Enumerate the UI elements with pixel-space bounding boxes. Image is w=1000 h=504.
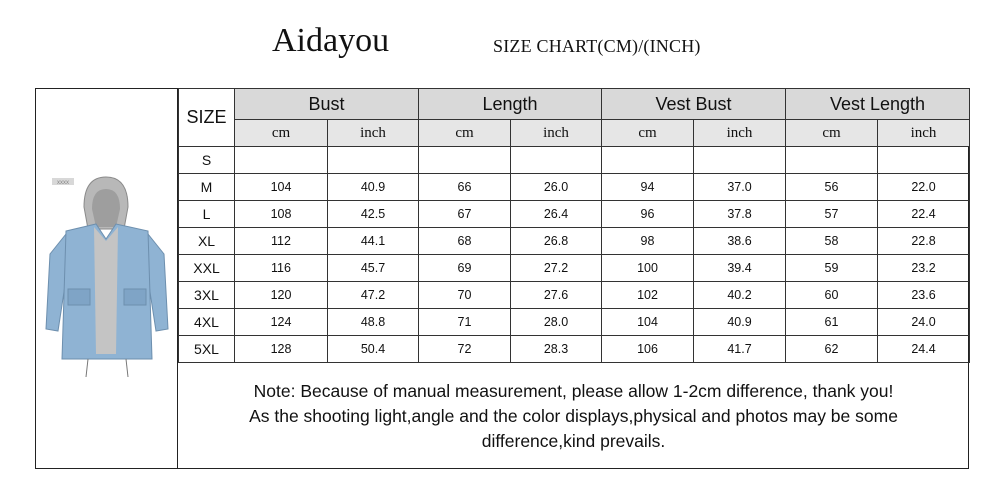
measurement-cell: 27.2 [511, 255, 602, 282]
measurement-cell: 94 [602, 174, 694, 201]
size-column-header: SIZE [179, 89, 235, 147]
measurement-cell: 69 [419, 255, 511, 282]
right-pocket [124, 289, 146, 305]
measurement-cell: 56 [786, 174, 878, 201]
measurement-cell: 38.6 [694, 228, 786, 255]
measurement-cell: 58 [786, 228, 878, 255]
brand-name: Aidayou [272, 22, 390, 59]
measurement-cell: 70 [419, 282, 511, 309]
measurement-cell: 50.4 [328, 336, 419, 363]
measurement-cell [511, 147, 602, 174]
measurement-cell: 66 [419, 174, 511, 201]
measurement-cell: 116 [235, 255, 328, 282]
unit-inch: inch [694, 120, 786, 147]
table-row [179, 174, 970, 201]
unit-cm: cm [602, 120, 694, 147]
measurement-cell: 59 [786, 255, 878, 282]
measurement-cell: 23.6 [878, 282, 970, 309]
bust-header: Bust [235, 89, 419, 120]
measurement-cell: 37.0 [694, 174, 786, 201]
measurement-cell: 68 [419, 228, 511, 255]
measurement-cell: 104 [235, 174, 328, 201]
measurement-cell: 28.0 [511, 309, 602, 336]
drawstring-left [86, 359, 88, 377]
measurement-cell: 61 [786, 309, 878, 336]
inner-vest [94, 227, 118, 354]
drawstring-right [126, 359, 128, 377]
measurement-cell: 42.5 [328, 201, 419, 228]
size-label: L [179, 201, 235, 228]
unit-cm: cm [235, 120, 328, 147]
measurement-cell: 40.2 [694, 282, 786, 309]
size-label: S [179, 147, 235, 174]
measurement-cell: 47.2 [328, 282, 419, 309]
measurement-cell: 100 [602, 255, 694, 282]
size-table [178, 88, 970, 363]
measurement-cell: 104 [602, 309, 694, 336]
measurement-cell: 60 [786, 282, 878, 309]
table-row [179, 228, 970, 255]
size-label: 4XL [179, 309, 235, 336]
length-header: Length [419, 89, 602, 120]
note-line-1: Note: Because of manual measurement, please allow 1-2cm difference, thank you! [253, 381, 894, 401]
vest-bust-header: Vest Bust [602, 89, 786, 120]
measurement-cell: 72 [419, 336, 511, 363]
measurement-cell: 28.3 [511, 336, 602, 363]
measurement-cell: 57 [786, 201, 878, 228]
measurement-cell: 44.1 [328, 228, 419, 255]
measurement-cell: 41.7 [694, 336, 786, 363]
note-box [179, 367, 968, 468]
size-chart-title: SIZE CHART(CM)/(INCH) [493, 36, 701, 56]
size-label: 5XL [179, 336, 235, 363]
measurement-cell: 40.9 [694, 309, 786, 336]
measurement-cell [602, 147, 694, 174]
measurement-cell: 22.4 [878, 201, 970, 228]
table-row [179, 336, 970, 363]
measurement-cell: 37.8 [694, 201, 786, 228]
measurement-cell: 23.2 [878, 255, 970, 282]
measurement-cell: 22.8 [878, 228, 970, 255]
note-line-2: As the shooting light,angle and the color displays,physical and photos may be some [249, 406, 898, 426]
measurement-cell: 106 [602, 336, 694, 363]
unit-inch: inch [328, 120, 419, 147]
unit-inch: inch [878, 120, 970, 147]
size-label: M [179, 174, 235, 201]
measurement-cell: 120 [235, 282, 328, 309]
measurement-cell: 102 [602, 282, 694, 309]
table-row [179, 255, 970, 282]
unit-cm: cm [419, 120, 511, 147]
measurement-cell: 22.0 [878, 174, 970, 201]
measurement-cell: 62 [786, 336, 878, 363]
unit-inch: inch [511, 120, 602, 147]
measurement-cell: 24.0 [878, 309, 970, 336]
measurement-cell: 128 [235, 336, 328, 363]
measurement-cell: 112 [235, 228, 328, 255]
size-label: XXL [179, 255, 235, 282]
size-table-body [179, 147, 970, 363]
measurement-cell: 96 [602, 201, 694, 228]
unit-cm: cm [786, 120, 878, 147]
measurement-cell [878, 147, 970, 174]
denim-jacket-image [36, 89, 178, 468]
measurement-cell: 27.6 [511, 282, 602, 309]
left-pocket [68, 289, 90, 305]
measurement-cell: 98 [602, 228, 694, 255]
measurement-cell [694, 147, 786, 174]
note-line-3: difference,kind prevails. [481, 431, 666, 451]
measurement-cell: 26.4 [511, 201, 602, 228]
measurement-cell: 39.4 [694, 255, 786, 282]
measurement-cell: 48.8 [328, 309, 419, 336]
measurement-cell: 40.9 [328, 174, 419, 201]
measurement-cell: 67 [419, 201, 511, 228]
measurement-cell: 71 [419, 309, 511, 336]
measurement-cell: 26.8 [511, 228, 602, 255]
size-label: XL [179, 228, 235, 255]
product-photo [36, 89, 178, 468]
measurement-cell: 45.7 [328, 255, 419, 282]
measurement-cell [419, 147, 511, 174]
table-row [179, 309, 970, 336]
measurement-cell: 26.0 [511, 174, 602, 201]
measurement-cell [328, 147, 419, 174]
table-row [179, 201, 970, 228]
table-row [179, 147, 970, 174]
hood-inner [92, 189, 120, 227]
photo-tag-label: xxxx [57, 180, 69, 186]
size-label: 3XL [179, 282, 235, 309]
table-row [179, 282, 970, 309]
measurement-cell: 24.4 [878, 336, 970, 363]
measurement-cell: 124 [235, 309, 328, 336]
measurement-cell [235, 147, 328, 174]
measurement-cell [786, 147, 878, 174]
vest-length-header: Vest Length [786, 89, 970, 120]
measurement-cell: 108 [235, 201, 328, 228]
